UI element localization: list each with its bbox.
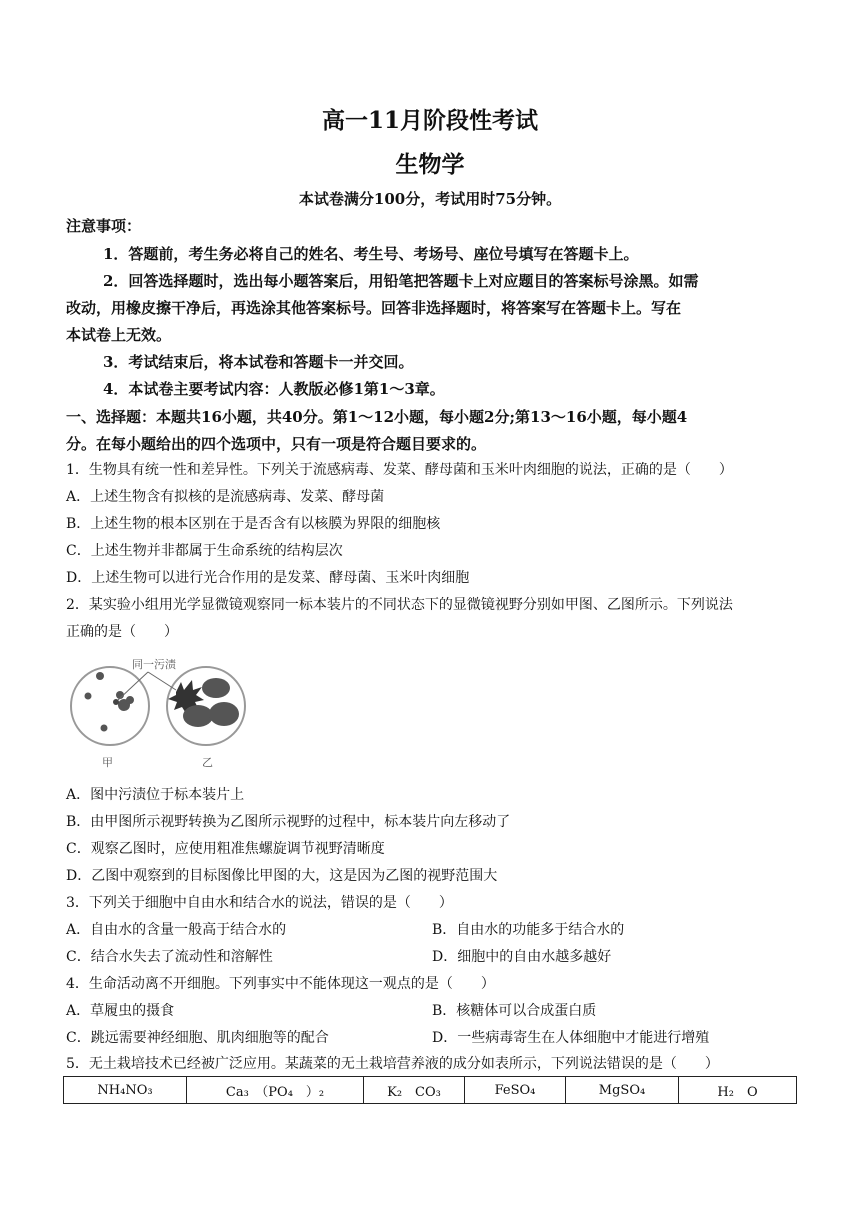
fig-label-jia: 甲 bbox=[102, 756, 113, 769]
q2-stem-line-2: 正确的是（ ） bbox=[66, 624, 178, 640]
field-jia-circle bbox=[71, 667, 149, 745]
table-cell: Ca₃ （PO₄ ）₂ bbox=[187, 1077, 364, 1104]
q3-option-d: D．细胞中的自由水越多越好 bbox=[432, 949, 612, 965]
nutrient-table bbox=[63, 1076, 797, 1104]
q3-option-c: C．结合水失去了流动性和溶解性 bbox=[66, 949, 273, 965]
table-row bbox=[64, 1077, 797, 1104]
note-3: 3．考试结束后，将本试卷和答题卡一并交回。 bbox=[103, 353, 414, 371]
cell-large bbox=[202, 678, 230, 698]
q2-stem-line-1: 2．某实验小组用光学显微镜观察同一标本装片的不同状态下的显微镜视野分别如甲图、乙图所示。下列说法 bbox=[66, 597, 733, 613]
q3-stem: 3．下列关于细胞中自由水和结合水的说法，错误的是（ ） bbox=[66, 895, 453, 911]
q3-option-a: A．自由水的含量一般高于结合水的 bbox=[66, 922, 287, 938]
q2-option-b: B．由甲图所示视野转换为乙图所示视野的过程中，标本装片向左移动了 bbox=[66, 814, 511, 830]
q4-option-c: C．跳远需要神经细胞、肌肉细胞等的配合 bbox=[66, 1030, 329, 1046]
cell-large bbox=[209, 702, 239, 726]
q4-stem: 4．生命活动离不开细胞。下列事实中不能体现这一观点的是（ ） bbox=[66, 976, 495, 992]
notes-heading: 注意事项： bbox=[66, 217, 142, 235]
exam-info: 本试卷满分100分，考试用时75分钟。 bbox=[298, 190, 562, 208]
table-cell: NH₄NO₃ bbox=[64, 1077, 187, 1104]
q4-option-b: B．核糖体可以合成蛋白质 bbox=[432, 1003, 597, 1019]
table-cell: FeSO₄ bbox=[465, 1077, 566, 1104]
table-cell: H₂ O bbox=[679, 1077, 797, 1104]
cell-large bbox=[183, 705, 213, 727]
q2-option-a: A．图中污渍位于标本装片上 bbox=[66, 787, 245, 803]
q2-option-c: C．观察乙图时，应使用粗准焦螺旋调节视野清晰度 bbox=[66, 841, 385, 857]
section-heading-line-1: 一、选择题：本题共16小题，共40分。第1～12小题，每小题2分;第13～16小题，每小题4 bbox=[66, 408, 688, 426]
q4-option-d: D．一些病毒寄生在人体细胞中才能进行增殖 bbox=[432, 1030, 710, 1046]
microscope-figure bbox=[62, 652, 252, 777]
table-cell: K₂ CO₃ bbox=[364, 1077, 465, 1104]
note-2-line-2: 改动，用橡皮擦干净后，再选涂其他答案标号。回答非选择题时，将答案写在答题卡上。写在 bbox=[66, 299, 682, 317]
q1-option-c: C．上述生物并非都属于生命系统的结构层次 bbox=[66, 543, 343, 559]
q3-option-b: B．自由水的功能多于结合水的 bbox=[432, 922, 625, 938]
note-4: 4．本试卷主要考试内容：人教版必修1第1～3章。 bbox=[103, 380, 445, 398]
cell-dot bbox=[96, 672, 104, 680]
q1-option-b: B．上述生物的根本区别在于是否含有以核膜为界限的细胞核 bbox=[66, 516, 441, 532]
q1-option-d: D．上述生物可以进行光合作用的是发菜、酵母菌、玉米叶肉细胞 bbox=[66, 570, 470, 586]
cell-dot bbox=[126, 696, 134, 704]
q1-option-a: A．上述生物含有拟核的是流感病毒、发菜、酵母菌 bbox=[66, 489, 385, 505]
note-1: 1．答题前，考生务必将自己的姓名、考生号、考场号、座位号填写在答题卡上。 bbox=[103, 245, 639, 263]
q2-option-d: D．乙图中观察到的目标图像比甲图的大，这是因为乙图的视野范围大 bbox=[66, 868, 498, 884]
cell-dot bbox=[101, 725, 108, 732]
q4-option-a: A．草履虫的摄食 bbox=[66, 1003, 175, 1019]
q5-stem: 5．无土栽培技术已经被广泛应用。某蔬菜的无土栽培营养液的成分如表所示，下列说法错误的是（ ） bbox=[66, 1056, 719, 1072]
table-cell: MgSO₄ bbox=[566, 1077, 679, 1104]
exam-title: 高一11月阶段性考试 bbox=[321, 107, 538, 134]
fig-label-spot: 同一污渍 bbox=[132, 658, 176, 671]
cell-dot bbox=[85, 693, 92, 700]
subject-title: 生物学 bbox=[395, 151, 465, 178]
note-2-line-1: 2．回答选择题时，选出每小题答案后，用铅笔把答题卡上对应题目的答案标号涂黑。如需 bbox=[103, 272, 699, 290]
section-heading-line-2: 分。在每小题给出的四个选项中，只有一项是符合题目要求的。 bbox=[66, 435, 487, 453]
q1-stem: 1．生物具有统一性和差异性。下列关于流感病毒、发菜、酵母菌和玉米叶肉细胞的说法，正确的是（ ） bbox=[66, 462, 733, 478]
note-2-line-3: 本试卷上无效。 bbox=[66, 326, 172, 344]
pointer-line bbox=[148, 672, 176, 690]
fig-label-yi: 乙 bbox=[202, 756, 213, 769]
